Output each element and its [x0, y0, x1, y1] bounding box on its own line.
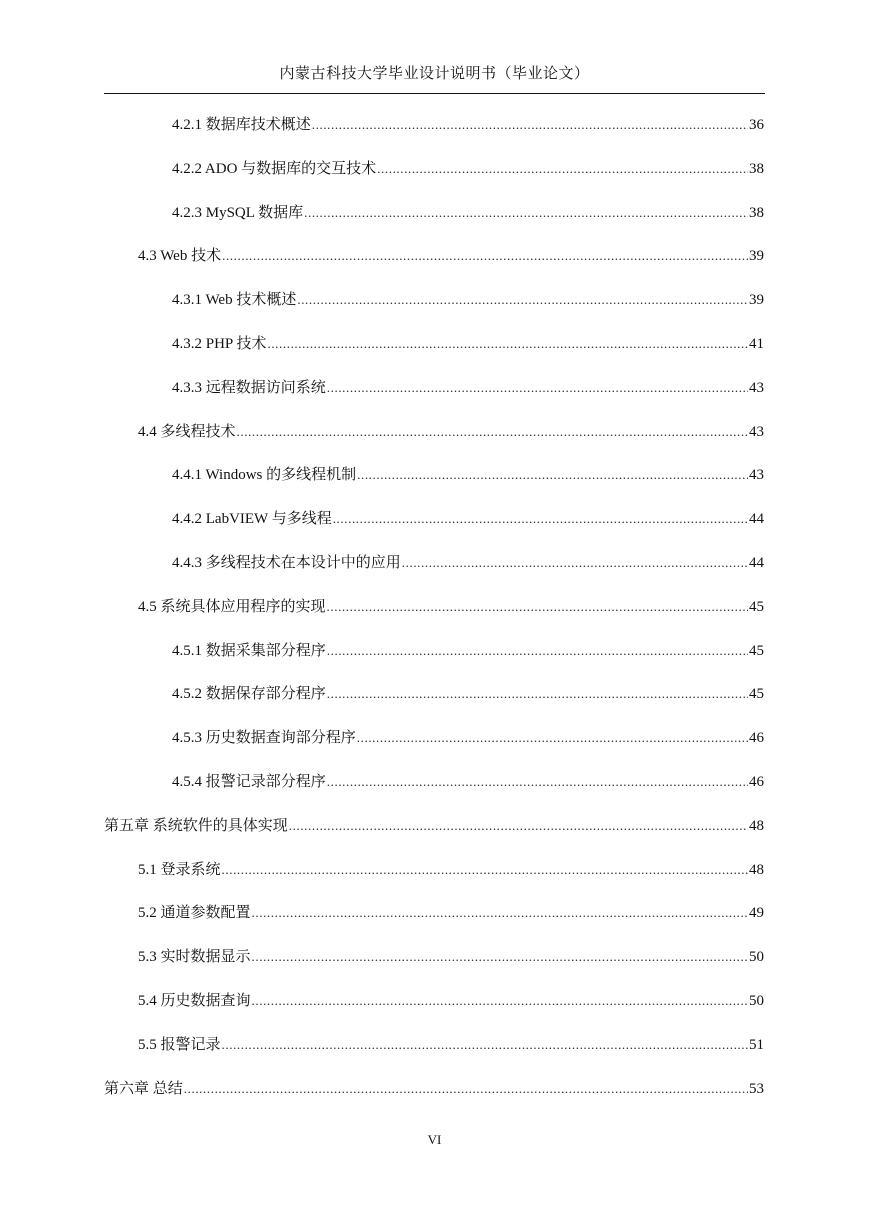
toc-entry-page-number: 45 [749, 598, 764, 615]
toc-entry-page-number: 43 [749, 467, 764, 484]
toc-entry-page-number: 46 [749, 730, 764, 747]
toc-entry-page-number: 38 [749, 160, 764, 177]
toc-entry-label: 5.1 登录系统 [138, 861, 221, 878]
toc-entry-page-number: 41 [749, 335, 764, 352]
toc-dot-leader [252, 982, 748, 1020]
toc-entry-label: 5.3 实时数据显示 [138, 949, 251, 966]
toc-dot-leader [327, 763, 748, 801]
toc-dot-leader [327, 675, 748, 713]
toc-entry-page-number: 49 [749, 905, 764, 922]
toc-entry-label: 4.3.1 Web 技术概述 [172, 292, 297, 309]
toc-dot-leader [252, 938, 748, 976]
toc-entry-page-number: 43 [749, 423, 764, 440]
toc-entry[interactable] [104, 456, 764, 500]
toc-entry-label: 4.5.4 报警记录部分程序 [172, 773, 326, 790]
toc-entry-page-number: 38 [749, 204, 764, 221]
toc-entry-page-number: 45 [749, 686, 764, 703]
toc-dot-leader [327, 369, 748, 407]
toc-dot-leader [222, 851, 748, 889]
toc-entry[interactable] [104, 807, 764, 851]
toc-entry[interactable] [104, 237, 764, 281]
toc-entry[interactable] [104, 632, 764, 676]
toc-entry-page-number: 48 [749, 817, 764, 834]
page-header-title: 内蒙古科技大学毕业设计说明书（毕业论文） [279, 66, 590, 82]
toc-entry[interactable] [104, 675, 764, 719]
toc-entry-page-number: 43 [749, 379, 764, 396]
toc-entry-label: 5.4 历史数据查询 [138, 992, 251, 1009]
toc-entry-label: 4.5 系统具体应用程序的实现 [138, 598, 326, 615]
toc-entry-label: 4.4.3 多线程技术在本设计中的应用 [172, 554, 401, 571]
toc-entry-label: 4.5.2 数据保存部分程序 [172, 686, 326, 703]
toc-entry[interactable] [104, 413, 764, 457]
table-of-contents [104, 106, 764, 1113]
toc-entry-page-number: 50 [749, 949, 764, 966]
toc-entry-label: 4.4.2 LabVIEW 与多线程 [172, 511, 332, 528]
toc-entry-label: 第六章 总结 [104, 1080, 183, 1097]
page-number: VI [427, 1132, 442, 1147]
toc-entry-label: 4.3 Web 技术 [138, 248, 222, 265]
toc-entry-label: 4.5.3 历史数据查询部分程序 [172, 730, 356, 747]
toc-dot-leader [377, 150, 748, 188]
toc-entry[interactable] [104, 763, 764, 807]
toc-entry-page-number: 48 [749, 861, 764, 878]
toc-dot-leader [184, 1070, 748, 1108]
toc-entry[interactable] [104, 325, 764, 369]
toc-dot-leader [357, 719, 748, 757]
toc-dot-leader [327, 588, 748, 626]
toc-entry-label: 4.4.1 Windows 的多线程机制 [172, 467, 357, 484]
toc-entry[interactable] [104, 106, 764, 150]
toc-entry[interactable] [104, 851, 764, 895]
toc-dot-leader [304, 194, 748, 232]
toc-dot-leader [237, 413, 748, 451]
toc-entry-label: 4.4 多线程技术 [138, 423, 236, 440]
toc-entry[interactable] [104, 194, 764, 238]
toc-entry[interactable] [104, 544, 764, 588]
toc-entry[interactable] [104, 1026, 764, 1070]
toc-entry-label: 4.5.1 数据采集部分程序 [172, 642, 326, 659]
toc-entry[interactable] [104, 281, 764, 325]
toc-dot-leader [267, 325, 748, 363]
toc-entry-label: 5.2 通道参数配置 [138, 905, 251, 922]
toc-entry-label: 4.2.1 数据库技术概述 [172, 117, 311, 133]
toc-dot-leader [222, 1026, 748, 1064]
toc-entry-page-number: 36 [749, 117, 764, 133]
toc-dot-leader [297, 281, 748, 319]
toc-entry-page-number: 44 [749, 511, 764, 528]
toc-entry-page-number: 39 [749, 248, 764, 265]
toc-dot-leader [402, 544, 748, 582]
toc-dot-leader [222, 237, 748, 275]
toc-entry-page-number: 39 [749, 292, 764, 309]
toc-entry[interactable] [104, 150, 764, 194]
toc-dot-leader [333, 500, 748, 538]
toc-dot-leader [252, 894, 748, 932]
toc-entry-label: 4.3.3 远程数据访问系统 [172, 379, 326, 396]
toc-entry[interactable] [104, 500, 764, 544]
toc-entry-label: 4.2.3 MySQL 数据库 [172, 204, 304, 221]
toc-entry[interactable] [104, 1070, 764, 1114]
toc-entry-label: 5.5 报警记录 [138, 1036, 221, 1053]
toc-entry-label: 4.3.2 PHP 技术 [172, 335, 267, 352]
toc-entry-page-number: 44 [749, 554, 764, 571]
toc-dot-leader [312, 106, 748, 144]
toc-entry-page-number: 45 [749, 642, 764, 659]
toc-entry[interactable] [104, 938, 764, 982]
toc-entry-page-number: 51 [749, 1036, 764, 1053]
toc-entry-label: 第五章 系统软件的具体实现 [104, 817, 288, 834]
header-divider [104, 93, 765, 94]
toc-dot-leader [357, 456, 748, 494]
toc-entry[interactable] [104, 588, 764, 632]
toc-entry[interactable] [104, 982, 764, 1026]
toc-entry[interactable] [104, 894, 764, 938]
toc-entry[interactable] [104, 369, 764, 413]
toc-dot-leader [289, 807, 748, 845]
toc-entry-page-number: 50 [749, 992, 764, 1009]
toc-entry-page-number: 46 [749, 773, 764, 790]
toc-entry-label: 4.2.2 ADO 与数据库的交互技术 [172, 160, 377, 177]
toc-entry[interactable] [104, 719, 764, 763]
toc-dot-leader [327, 632, 748, 670]
toc-entry-page-number: 53 [749, 1080, 764, 1097]
